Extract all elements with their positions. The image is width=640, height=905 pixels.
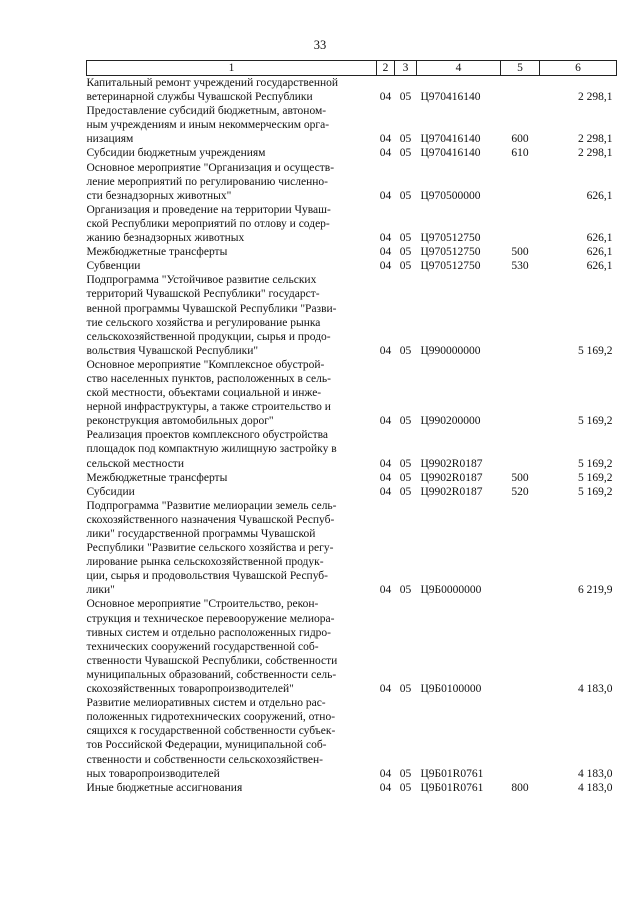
row-description [87,273,377,358]
description-line: жанию безнадзорных животных [86,232,245,245]
table-row [87,259,617,273]
row-section-code: 04 [379,584,392,597]
description-line: Субвенции [86,260,141,273]
table-row [87,146,617,160]
row-amount: 4 183,0 [578,683,613,696]
row-section-code: 04 [379,471,392,484]
row-description [87,245,377,259]
description-line: ской Республики мероприятий по отлову и содер- [86,217,330,230]
row-subsection-code: 05 [399,147,412,160]
row-expense-type: 530 [511,260,529,273]
row-expense-type [501,161,540,203]
description-line: венной программы Чувашской Республики "Разви- [86,302,337,315]
row-expense-type [501,273,540,358]
row-expense-type [501,76,540,105]
row-target-code: Ц9902R0187 [420,457,483,470]
row-amount: 6 219,9 [578,584,613,597]
header-col-2: 2 [377,61,395,76]
table-row [87,161,617,203]
description-line: лики" государственной программы Чувашской [86,528,316,540]
description-line: тие сельского хозяйства и регулирование рынка [86,316,321,329]
row-description [87,146,377,160]
row-target-code: Ц9Б01R0761 [420,767,484,780]
table-row [87,76,617,105]
description-line: скохозяйственных товаропроизводителей" [86,683,294,696]
description-line: тивных систем и отдельно расположенных гидро- [86,626,332,639]
description-line: скохозяйственного назначения Чувашской Респуб- [86,513,335,526]
row-subsection-code: 05 [399,91,412,104]
row-target-code: Ц9902R0187 [420,471,483,484]
description-line: лирование рынка сельскохозяйственной продук- [86,556,324,569]
description-line: Иные бюджетные ассигнования [86,781,243,794]
row-target-code: Ц990200000 [420,415,481,428]
header-col-6: 6 [540,61,617,76]
row-description [87,76,377,105]
description-line: низациям [86,133,134,146]
description-line: ции, сырья и продовольствия Чувашской Респуб- [86,570,328,583]
row-subsection-code: 05 [399,133,412,146]
row-subsection-code: 05 [399,767,412,780]
row-subsection-code: 05 [399,232,412,245]
row-amount: 5 169,2 [578,415,613,428]
description-line: Основное мероприятие "Строительство, рекон- [86,598,319,611]
row-section-code: 04 [379,232,392,245]
description-line: Основное мероприятие "Организация и осуществ- [86,161,335,174]
description-line: ных товаропроизводителей [86,767,220,780]
row-subsection-code: 05 [399,485,412,498]
description-line: ской местности, объектами социальной и инже- [86,387,322,400]
row-subsection-code: 05 [399,189,412,202]
row-target-code: Ц9Б01R0761 [420,781,484,794]
row-expense-type: 610 [511,147,529,160]
row-section-code: 04 [379,767,392,780]
row-description [87,203,377,245]
row-description [87,499,377,598]
row-section-code: 04 [379,415,392,428]
description-line: Подпрограмма "Устойчивое развитие сельских [86,274,317,287]
row-subsection-code: 05 [399,457,412,470]
table-body [87,76,617,795]
description-line: Субсидии [86,485,135,498]
row-section-code: 04 [379,781,392,794]
description-line: ство населенных пунктов, расположенных в сель- [86,372,331,385]
table-row [87,499,617,598]
table-row [87,781,617,795]
row-target-code: Ц9Б0100000 [420,683,482,696]
row-target-code: Ц970512750 [420,260,481,273]
row-subsection-code: 05 [399,415,412,428]
row-subsection-code: 05 [399,781,412,794]
row-description [87,781,377,795]
row-amount: 5 169,2 [578,485,613,498]
row-expense-type: 600 [511,133,529,146]
description-line: Реализация проектов комплексного обустройства [86,429,328,442]
page-number: 33 [313,38,327,52]
row-section-code: 04 [379,189,392,202]
description-line: реконструкция автомобильных дорог" [86,415,274,428]
row-section-code: 04 [379,683,392,696]
row-expense-type [501,203,540,245]
row-target-code: Ц970416140 [420,133,481,146]
row-section-code: 04 [379,91,392,104]
row-section-code: 04 [379,260,392,273]
table-row [87,471,617,485]
description-line: сящихся к государственной собственности субъек- [86,725,336,738]
budget-table-container [86,60,616,795]
description-line: ветеринарной службы Чувашской Республики [86,91,313,104]
description-line: ным учреждениям и иным некоммерческим орга- [86,119,330,132]
table-header [87,61,617,76]
row-section-code: 04 [379,485,392,498]
row-expense-type [501,597,540,696]
table-row [87,245,617,259]
table-row [87,273,617,358]
row-subsection-code: 05 [399,260,412,273]
row-expense-type: 500 [511,471,529,484]
table-row [87,696,617,781]
header-col-3: 3 [395,61,417,76]
description-line: сти безнадзорных животных" [86,189,232,202]
row-description [87,104,377,146]
description-line: положенных гидротехнических сооружений, отно- [86,711,336,724]
row-subsection-code: 05 [399,584,412,597]
row-subsection-code: 05 [399,344,412,357]
row-amount: 5 169,2 [578,471,613,484]
description-line: технических сооружений государственной соб- [86,640,319,653]
table-row [87,428,617,470]
row-description [87,485,377,499]
header-col-5: 5 [501,61,540,76]
row-expense-type [501,696,540,781]
row-description [87,259,377,273]
row-description [87,696,377,781]
row-amount: 2 298,1 [578,147,613,160]
row-expense-type: 500 [511,246,529,259]
description-line: сельскохозяйственной продукции, сырья и продо- [86,330,331,343]
row-amount: 4 183,0 [578,767,613,780]
row-target-code: Ц970416140 [420,147,481,160]
row-subsection-code: 05 [399,471,412,484]
row-expense-type [501,428,540,470]
row-amount: 626,1 [586,246,613,259]
row-amount: 4 183,0 [578,781,613,794]
description-line: Межбюджетные трансферты [86,471,228,484]
row-description [87,471,377,485]
table-row [87,597,617,696]
description-line: тов Российской Федерации, муниципальной соб- [86,739,327,752]
description-line: Субсидии бюджетным учреждениям [86,147,266,160]
description-line: лики" [86,584,115,597]
row-expense-type: 800 [511,781,529,794]
table-row [87,485,617,499]
description-line: Основное мероприятие "Комплексное обустрой- [86,358,325,371]
table-row [87,203,617,245]
row-amount: 626,1 [586,260,613,273]
row-section-code: 04 [379,147,392,160]
row-target-code: Ц9Б0000000 [420,584,482,597]
description-line: струкция и техническое перевооружение мелиора- [86,612,335,625]
row-section-code: 04 [379,457,392,470]
row-expense-type: 520 [511,485,529,498]
description-line: Капитальный ремонт учреждений государственной [86,77,339,89]
row-amount: 5 169,2 [578,457,613,470]
description-line: Развитие мелиоративных систем и отдельно рас- [86,697,326,710]
row-target-code: Ц990000000 [420,344,481,357]
description-line: Подпрограмма "Развитие мелиорации земель сель- [86,499,337,512]
description-line: Республики "Развитие сельского хозяйства и регу- [86,542,334,555]
row-description [87,161,377,203]
row-target-code: Ц970512750 [420,246,481,259]
row-expense-type [501,358,540,428]
description-line: Предоставление субсидий бюджетным, автоном- [86,105,327,118]
header-col-4: 4 [417,61,501,76]
row-amount: 626,1 [586,232,613,245]
description-line: нерной инфраструктуры, а также строительство и [86,401,331,414]
description-line: ственности и собственности сельскохозяйствен- [86,753,323,766]
description-line: Организация и проведение на территории Чуваш- [86,203,331,216]
row-target-code: Ц970512750 [420,232,481,245]
description-line: территорий Чувашской Республики" государст- [86,288,320,301]
row-description [87,428,377,470]
row-target-code: Ц9902R0187 [420,485,483,498]
description-line: вольствия Чувашской Республики" [86,344,259,357]
row-target-code: Ц970500000 [420,189,481,202]
row-subsection-code: 05 [399,683,412,696]
header-row [87,61,617,76]
row-section-code: 04 [379,246,392,259]
description-line: Межбюджетные трансферты [86,246,228,259]
table-row [87,358,617,428]
row-target-code: Ц970416140 [420,91,481,104]
row-amount: 626,1 [586,189,613,202]
description-line: площадок под компактную жилищную застройку в [86,443,337,456]
header-col-1: 1 [87,61,377,76]
table-row [87,104,617,146]
description-line: ственности Чувашской Республики, собственности [86,654,338,667]
row-section-code: 04 [379,344,392,357]
row-description [87,358,377,428]
description-line: сельской местности [86,457,184,470]
row-amount: 2 298,1 [578,133,613,146]
row-amount: 2 298,1 [578,91,613,104]
description-line: ление мероприятий по регулированию численно- [86,175,328,188]
budget-table [86,60,617,795]
row-subsection-code: 05 [399,246,412,259]
row-section-code: 04 [379,133,392,146]
description-line: муниципальных образований, собственности сель- [86,668,337,681]
row-expense-type [501,499,540,598]
row-description [87,597,377,696]
row-amount: 5 169,2 [578,344,613,357]
